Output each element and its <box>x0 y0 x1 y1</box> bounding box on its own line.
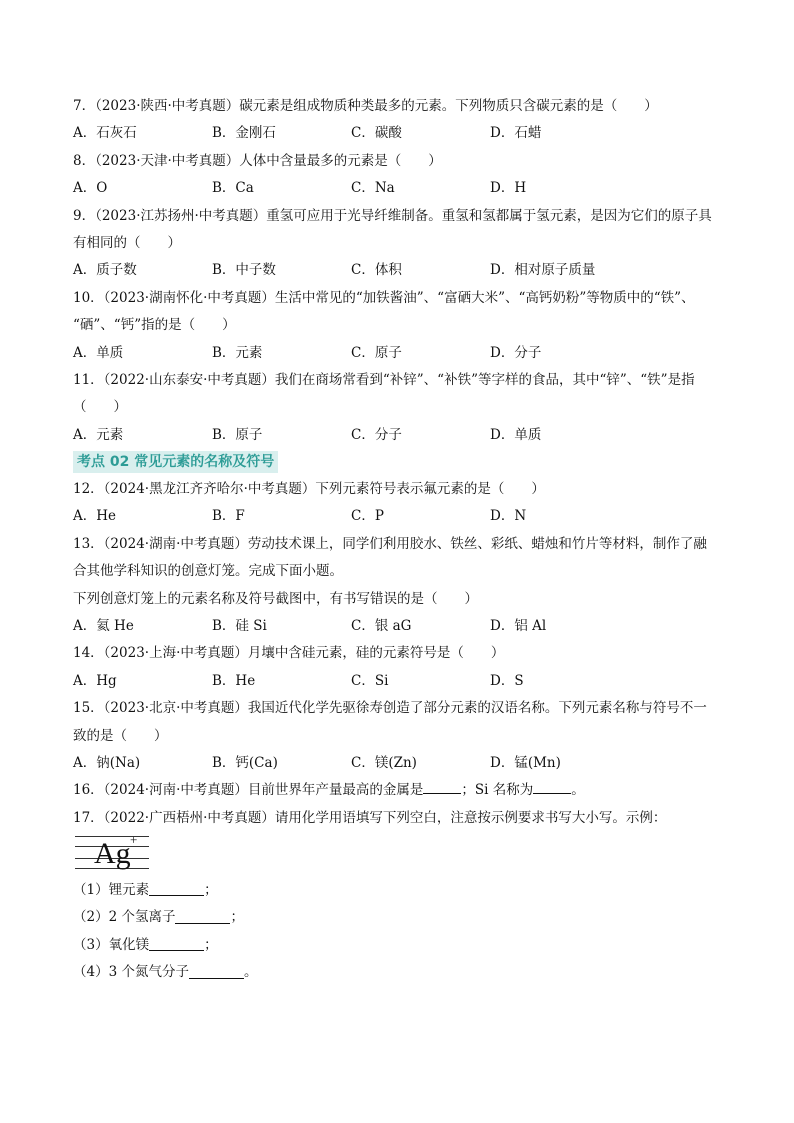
q10-stem-line2: “硒”、“钙”指的是（ ） <box>73 317 236 334</box>
q10-option-d: D．分子 <box>490 344 542 361</box>
q15-stem-line1: 15．（2023·北京·中考真题）我国近代化学先驱徐寿创造了部分元素的汉语名称。下列元素名称与符号不一 <box>73 700 707 717</box>
q10-option-c: C．原子 <box>351 344 402 361</box>
q11-stem-line2: （ ） <box>73 399 127 416</box>
q15-option-c: C．镁(Zn) <box>351 754 417 771</box>
q9-option-d: D．相对原子质量 <box>490 262 596 279</box>
q7-option-b: B．金刚石 <box>212 125 276 142</box>
q17-item-end: ； <box>204 881 218 898</box>
q7-options <box>73 120 723 147</box>
q17-item-end: ； <box>230 909 244 926</box>
q16-text-part3: 。 <box>571 782 585 799</box>
q12-stem: 12．（2024·黑龙江齐齐哈尔·中考真题）下列元素符号表示氟元素的是（ ） <box>73 481 545 498</box>
q8-option-a: A．O <box>73 180 108 197</box>
q17-answer-blank[interactable] <box>149 879 204 896</box>
q8-option-d: D．H <box>490 180 527 197</box>
q15-options <box>73 750 723 777</box>
q16-text-part1: 16．（2024·河南·中考真题）目前世界年产量最高的金属是 <box>73 782 424 799</box>
q13-stem-line1: 13．（2024·湖南·中考真题）劳动技术课上，同学们利用胶水、铁丝、彩纸、蜡烛和竹片等材料，制作了融 <box>73 535 707 552</box>
q7-option-a: A．石灰石 <box>73 125 137 142</box>
q14-option-b: B．He <box>212 672 256 689</box>
example-charge: + <box>130 832 138 848</box>
q17-item-4 <box>73 956 723 983</box>
q16-stem <box>73 777 723 804</box>
q7-option-c: C．碳酸 <box>351 125 402 142</box>
q14-option-c: C．Si <box>351 672 389 689</box>
example-symbol: Ag <box>94 837 131 871</box>
q14-option-d: D．S <box>490 672 524 689</box>
q14-stem: 14．（2023·上海·中考真题）月壤中含硅元素，硅的元素符号是（ ） <box>73 645 505 662</box>
q9-option-b: B．中子数 <box>212 262 276 279</box>
q15-option-b: B．钙(Ca) <box>212 754 278 771</box>
q17-answer-blank[interactable] <box>175 907 230 924</box>
q8-option-c: C．Na <box>351 180 395 197</box>
section-heading: 考点 02 常见元素的名称及符号 <box>73 451 278 473</box>
q10-stem-line1: 10．（2023·湖南怀化·中考真题）生活中常见的“加铁酱油”、“富硒大米”、“高钙奶粉”等物质中的“铁”、 <box>73 289 695 306</box>
q12-option-b: B．F <box>212 508 245 525</box>
q9-options <box>73 257 723 284</box>
q9-option-a: A．质子数 <box>73 262 137 279</box>
q10-options <box>73 340 723 367</box>
q17-item-label: （4）3 个氮气分子 <box>73 964 189 981</box>
q12-option-a: A．He <box>73 508 117 525</box>
q16-text-part2: ；Si 名称为 <box>461 782 534 799</box>
q17-item-label: （3）氧化镁 <box>73 936 150 953</box>
q11-stem-line1: 11．（2022·山东泰安·中考真题）我们在商场常看到“补锌”、“补铁”等字样的食品，其中“锌”、“铁”是指 <box>73 371 695 388</box>
q9-option-c: C．体积 <box>351 262 402 279</box>
q13-option-c: C．银 aG <box>351 618 412 635</box>
q15-option-d: D．锰(Mn) <box>490 754 561 771</box>
question-list <box>73 93 723 984</box>
q13-option-b: B．硅 Si <box>212 618 267 635</box>
q15-option-a: A．钠(Na) <box>73 754 141 771</box>
q17-item-2 <box>73 902 723 929</box>
q13-options <box>73 613 723 640</box>
q17-item-end: 。 <box>243 964 258 981</box>
q7-option-d: D．石蜡 <box>490 125 542 142</box>
q13-option-d: D．铝 Al <box>490 618 547 635</box>
q17-item-end: ； <box>204 936 218 953</box>
q11-option-d: D．单质 <box>490 426 542 443</box>
q16-blank-2[interactable] <box>533 777 571 794</box>
q11-option-c: C．分子 <box>351 426 402 443</box>
q17-item-3 <box>73 929 723 956</box>
q13-option-a: A．氦 He <box>73 618 134 635</box>
q12-option-d: D．N <box>490 508 527 525</box>
q12-option-c: C．P <box>351 508 384 525</box>
q12-options <box>73 503 723 530</box>
q13-stem-line3: 下列创意灯笼上的元素名称及符号截图中，有书写错误的是（ ） <box>73 590 478 607</box>
q15-stem-line2: 致的是（ ） <box>73 727 168 744</box>
q14-option-a: A．Hg <box>73 672 117 689</box>
q8-option-b: B．Ca <box>212 180 254 197</box>
example-four-line-grid <box>75 834 149 872</box>
q10-option-b: B．元素 <box>212 344 263 361</box>
q9-stem-line2: 有相同的（ ） <box>73 234 181 251</box>
q8-options <box>73 175 723 202</box>
q11-option-b: B．原子 <box>212 426 263 443</box>
q14-options <box>73 668 723 695</box>
q17-stem: 17．（2022·广西梧州·中考真题）请用化学用语填写下列空白，注意按示例要求书写大小写。示例： <box>73 809 667 826</box>
q17-item-1 <box>73 874 723 901</box>
q8-stem: 8．（2023·天津·中考真题）人体中含量最多的元素是（ ） <box>73 152 442 169</box>
q11-options <box>73 422 723 449</box>
q10-option-a: A．单质 <box>73 344 124 361</box>
q11-option-a: A．元素 <box>73 426 124 443</box>
q17-answer-blank[interactable] <box>189 962 244 979</box>
q17-answer-blank[interactable] <box>149 934 204 951</box>
q17-item-label: （2）2 个氢离子 <box>73 909 176 926</box>
q7-stem: 7．（2023·陕西·中考真题）碳元素是组成物质种类最多的元素。下列物质只含碳元素的是（ ） <box>73 98 658 114</box>
q9-stem-line1: 9．（2023·江苏扬州·中考真题）重氢可应用于光导纤维制备。重氢和氢都属于氢元素，是因为它们的原子具 <box>73 207 712 224</box>
q13-stem-line2: 合其他学科知识的创意灯笼。完成下面小题。 <box>73 563 343 580</box>
q17-item-label: （1）锂元素 <box>73 881 150 898</box>
q16-blank-1[interactable] <box>423 777 461 794</box>
